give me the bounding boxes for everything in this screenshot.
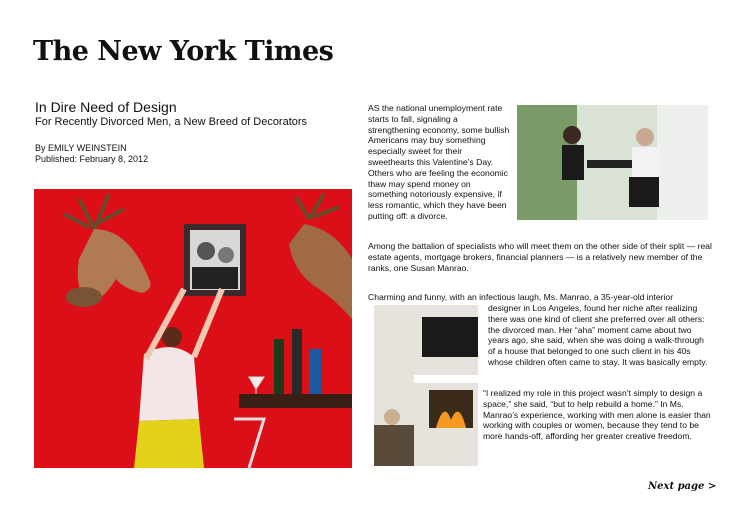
- photo-designer-and-client: [517, 105, 708, 220]
- headline: In Dire Need of Design: [35, 99, 177, 115]
- paragraph-3-lead: Charming and funny, with an infectious laugh, Ms. Manrao, a 35-year-old interior: [368, 292, 674, 302]
- subheadline: For Recently Divorced Men, a New Breed of Decorators: [35, 116, 308, 128]
- masthead-logo: The New York Times: [33, 36, 334, 67]
- paragraph-1: AS the national unemployment rate starts to fall, signaling a strengthening economy, some bullish Americans may buy something especially sweet for their sweethearts this Valentine’s Day. Others who are feeling the economic thaw may spend money on something notoriously expensive, if less romantic, which they have been putting off: a divorce.: [368, 103, 510, 221]
- paragraph-4: “I realized my role in this project wasn’t simply to design a space,” she said, “but to help rebuild a home.” In Ms. Manrao’s experience, working with men alone is easier than working with couples or women, because they tend to be more hands-off, affording her greater creative freedom.: [483, 388, 711, 442]
- byline: By EMILY WEINSTEIN: [35, 143, 127, 153]
- photo-living-room-fireplace: [374, 305, 478, 466]
- article-illustration: [34, 189, 352, 468]
- paragraph-2: Among the battalion of specialists who will meet them on the other side of their split — real estate agents, mortgage brokers, financial planners — is a relatively new member of the ranks, one Susan Manrao.: [368, 241, 712, 273]
- publish-date: Published: February 8, 2012: [35, 154, 149, 164]
- next-page-link[interactable]: Next page >: [648, 481, 717, 492]
- paragraph-3-continued: designer in Los Angeles, found her niche after realizing there was one kind of client she preferred over all others: the divorced man. Her “aha” moment came about two years ago, she said, when she was doing a walk-through of a house that belonged to one such client in his 40s whose children often came to stay. It was basically empty.: [488, 303, 708, 367]
- framed-portrait: [184, 224, 246, 296]
